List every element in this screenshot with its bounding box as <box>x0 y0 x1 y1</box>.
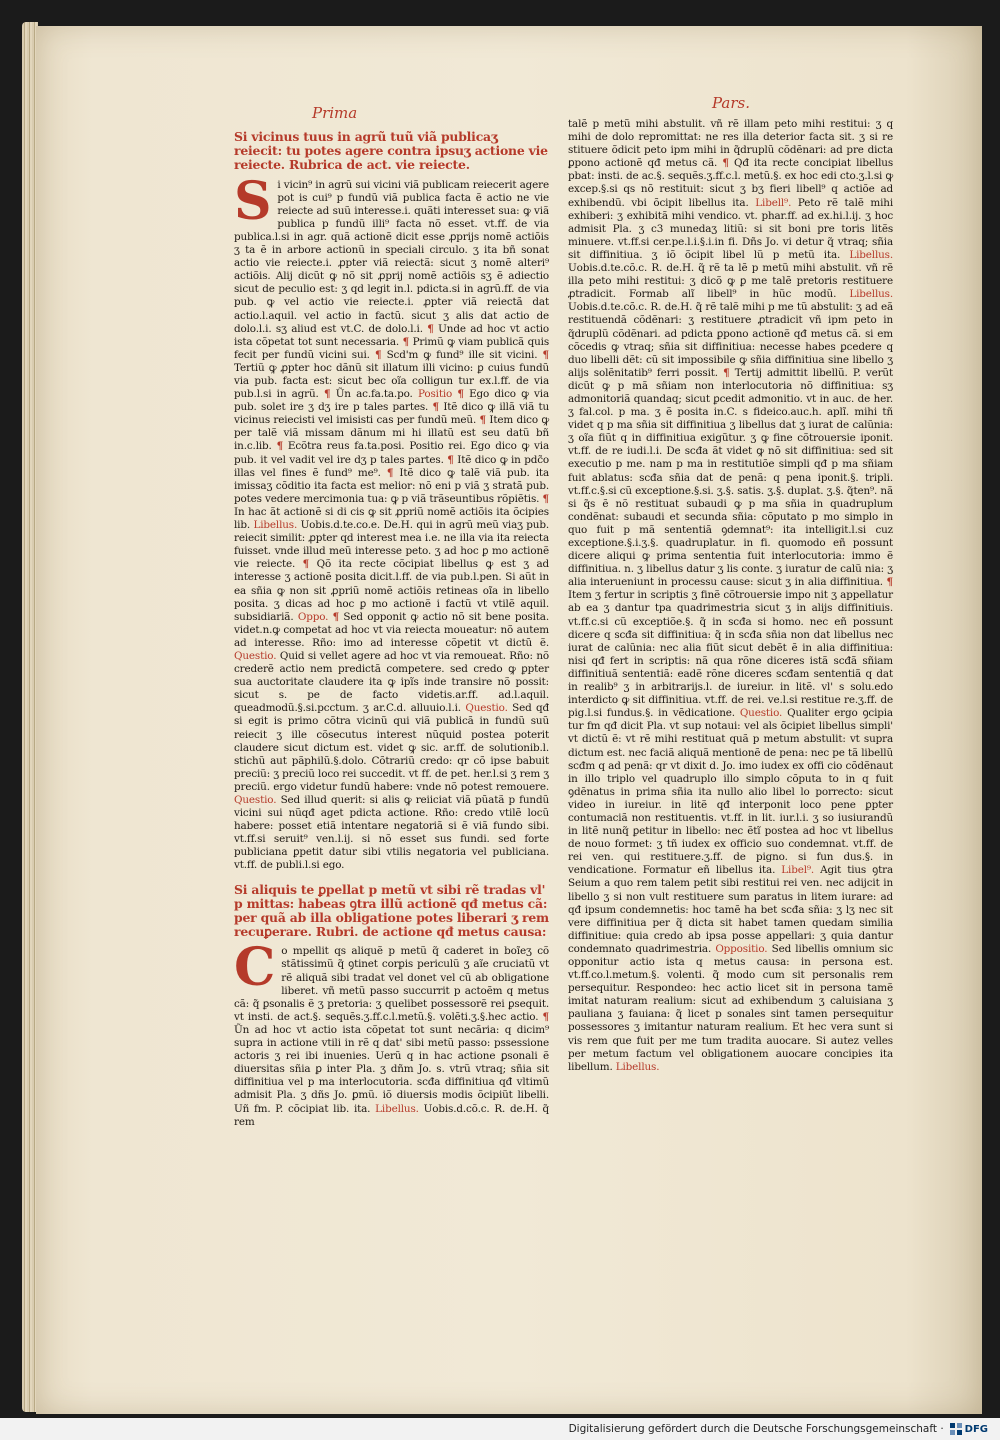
paragraph-text: Agit tius ꝯtra Seium a quo rem talem petit sibi restitui rei ven. nec adijcit in libello ʒ si non vult restituere sum paratus in litem iurare: ad qđ ipsum condemnetis: hoc tamẽ ha bet scđa sñia: ʒ lʒ nec sit vere diffinitiua per q̃ dicta sit habet tamen quedam similia diffinitiue: quia credo ab ipsa posse appellari: ʒ quia dantur condemnato quadrimestria. <box>568 864 893 955</box>
pilcrow-icon: ¶ <box>542 348 549 361</box>
paragraph-text: Item dico ꝙ per talẽ viã missam dãnum mi hi illatũ est seu datũ bñ in.c.lib. <box>234 414 550 453</box>
paragraph-text: Ũn ad hoc vt actio ista cõpetat tot sunt necãria: q dicim⁹ supra in actione vtili in rẽ q dat' sibi metũ passo: pssessione actoris ʒ rei ibi inuenies. Uerũ q in hac actione ꝑsonali ẽ diuersitas sñia ꝑ inter Pla. ʒ dñm Jo. s. vtrũ vtraq; sñia sit diffinitiua vel p ma interlocutoria. scđa diffinitiua qđ vltimũ admisit Pla. ʒ dñs Jo. ꝑmũ. iõ diuersis modis õcipiũt libelli. Uñ fm. P. cõcipiat lib. ita. <box>234 1023 549 1115</box>
paragraph-text: Ecõtra reus fa.ta.posi. <box>287 440 405 453</box>
paragraph-text: Peto rẽ talẽ mihi exhiberi: ʒ exhibitã mihi vendico. vt. phar.ff. ad ex.hi.l.ij. ʒ hoc admisit Pla. ʒ c3 munedaʒ litiũ: si sit boni pre toris litẽs minuere. vt.ff.si cer.pe.l.i.§.i.in fi. Dñs Jo. vi detur q̃ vtraq; sñia sit diffinitiua. ʒ iõ õcipit libel lũ p metũ ita. <box>568 196 893 261</box>
paragraph-text: Ego dico ꝙ via pub. solet ire ʒ dʒ ire p tales partes. <box>234 388 549 414</box>
funding-footer <box>0 1418 1000 1440</box>
paragraph-text: Sed qđ si egit is primo cõtra vicinũ qui viã publicã in fundũ suũ reiecit ʒ ille cõsecutus interest nũquid postea poterit claudere sicut dictum est. videt ꝙ sic. ar.ff. de solutionib.l. stichũ aut pãphilũ.§.dolo. Cõtrariũ credo: qr cõ ipse babuit preciũ: ʒ preciũ loco rei succedit. vt ff. de pet. her.l.si ʒ rem ʒ preciũ. ergo videtur fundũ habere: vnde nõ potest remouere. <box>234 702 550 793</box>
dfg-logo-text: DFG <box>964 1423 988 1435</box>
paragraph-text: Qõ ita recte cõcipiat libellus ꝙ est ʒ ad interesse ʒ actionẽ posita dicit.l.ff. de via pub.l.pen. Si aũt in ea sñia ꝙ non sit ꝓpriũ nomẽ actiõis retineas oĩa in libello posita. ʒ dicas ad hoc ꝑ mo actionẽ i factũ vt vtilẽ aquil. subsidiariã. <box>234 558 549 623</box>
paragraph-text: Tertiũ ꝙ ꝓpter hoc dãnũ sit illatum illi vicino: ꝑ cuius fundũ via pub. facta est: sicut bec oĩa colligun tur ex.l.ff. de via pub.l.si in agrũ. <box>234 361 549 401</box>
paragraph <box>234 937 550 1128</box>
pilcrow-icon: ¶ <box>447 453 454 466</box>
paragraph-text: Positio rei. Ego dico ꝙ via pub. it vel vadit vel ire dʒ p tales partes. <box>234 440 549 466</box>
paragraph-text: Sed opponit ꝙ actio nõ sit bene posita. videt.n.ꝙ competat ad hoc vt via reiecta moueatur: nõ autem ad interesse. Rño: imo ad interesse cõpetit vt dictũ ẽ. <box>234 610 549 649</box>
marker-oppo: Oppo. <box>297 610 329 623</box>
marker-positio: Positio <box>417 388 453 401</box>
paragraph <box>568 118 893 1074</box>
initial-letter: S <box>234 170 272 232</box>
marker-libellus: Libellus. <box>849 248 893 261</box>
running-header-left: Prima <box>312 104 358 122</box>
funding-notice: Digitalisierung gefördert durch die Deutsche Forschungsgemeinschaft · <box>568 1423 944 1435</box>
marker-questio: Questio. <box>739 707 783 720</box>
marker-libellus: Libell⁹. <box>755 196 792 209</box>
pilcrow-icon: ¶ <box>457 388 464 401</box>
marker-libellus: Libellus. <box>375 1102 419 1115</box>
pilcrow-icon: ¶ <box>723 366 730 379</box>
pilcrow-icon: ¶ <box>302 558 310 571</box>
pilcrow-icon: ¶ <box>386 466 394 479</box>
paragraph-text: In hac ãt actionẽ si di cis ꝙ sit ꝓpriũ nomẽ actiõis ita õcipies lib. <box>234 505 549 532</box>
pilcrow-icon: ¶ <box>432 401 439 414</box>
dfg-logo <box>950 1423 988 1435</box>
marker-questio: Questio. <box>465 702 508 715</box>
marker-questio: Questio. <box>234 794 277 807</box>
marker-questio: Questio. <box>234 649 277 662</box>
pilcrow-icon: ¶ <box>402 335 410 348</box>
pilcrow-icon: ¶ <box>542 492 549 505</box>
paragraph-text: Unde ad hoc vt actio ista cõpetat tot sunt necessaria. <box>234 322 550 348</box>
paragraph <box>234 170 550 873</box>
marker-libellus: Libellus. <box>253 519 298 532</box>
paragraph-text: Scd'm ꝙ fund⁹ ille sit vicini. <box>386 348 538 361</box>
pilcrow-icon: ¶ <box>276 440 284 453</box>
right-text-column <box>568 118 893 1074</box>
paragraph-text: Ũn ac.fa.ta.po. <box>335 388 413 401</box>
pilcrow-icon: ¶ <box>374 348 382 361</box>
paragraph-text: Uobis.d.te.cõ.c. R. de.H. q̃ rẽ talẽ mihi p me tũ abstulit: ʒ ad eã restituendã cõdẽnari: ʒ restituere ꝓtradicit vñ ipm peto in q̃druplũ cõdẽnari. ad pdicta ꝑpono actionẽ qđ metus cã. si em cõcedis ꝙ vtraq; sñia sit diffinitiua: necesse habes ꝑcedere q duo libelli dẽt: cũ sit impossibile ꝙ sñia diffinitiua sine libello ʒ alijs solẽnitatib⁹ ferri possit. <box>568 301 893 379</box>
pilcrow-icon: ¶ <box>332 610 340 623</box>
paragraph-text: Quid si vellet agere ad hoc vt via remoueat. Rño: nõ crederẽ actio nem predictã competere. sed credo ꝙ ꝑpter sua auctoritate claudere ita ꝙ ipĩs inde transire nõ possit: sicut s. pe de facto videtis.ar.ff. ad.l.aquil. queadmodũ.§.si.pcctum. ʒ ar.C.d. alluuio.l.i. <box>234 649 549 715</box>
paragraph-text: talẽ p metũ mihi abstulit. vñ rẽ illam peto mihi restitui: ʒ q mihi de dolo repromittat: ne res illa deterior facta sit. ʒ si re stituere õdicit peto ipm mihi in q̃druplũ cõdẽnari: ad pre dicta ꝑpono actionẽ qđ metus cã. <box>568 118 893 170</box>
pilcrow-icon: ¶ <box>542 1010 549 1023</box>
paragraph-text: Qualiter ergo ꝯcipia tur fm qđ dicit Pla. vt sup notaui: vel als õcipiet libellus simpli' vt dictũ ẽ: vt rẽ mihi restituat quã p metum abstulit: vt supra dictum est. nec faciã aliquã mentionẽ de pena: nec pe tã libellũ scđm q ad penã: qr vt dixit d. Jo. imo iudex ex offi cio cõdẽnaut in illo triplo vel quadruplo illo simplo cõputa to in q fuit ꝯdẽnatus in prima sñia ita nullo alio libel lo porrecto: sicut video in iureiur. in litẽ qđ interponit loco pene ꝑpter contumaciã non restituentis. vt.ff. in lit. iur.l.i. ʒ so iusiurandũ in litẽ nunq̃ ꝑetitur in libello: nec ẽtĩ postea ad hoc vt libellus de nouo formet: ʒ tñ iudex ex officio suo condemnat. vt.ff. de rei ven. qui restituere.ʒ.ff. de pigno. si fun dus.§. in vendicatione. Formatur eñ libellus ita. <box>568 707 893 877</box>
marker-libellus: Libel⁹. <box>781 864 815 877</box>
paragraph-text: Qđ ita recte concipiat libellus pbat: insti. de ac.§. sequẽs.ʒ.ff.c.l. metũ.§. ex hoc edi cto.ʒ.l.si ꝙ excep.§.si qs nõ restituit: sicut ʒ bʒ fieri libell⁹ q actiõe ad exhibendũ. vbi õcipit libellus ita. <box>568 157 894 209</box>
paragraph-text: o mpellit qs aliquẽ p metũ q̃ caderet in boĩeʒ cõ stãtissimũ q̃ ꝯtinet corꝑis periculũ ʒ aĩe cruciatũ vt rẽ aliquã sibi tradat vel donet vel cũ ab obligatione liberet. vñ metũ passo succurrit p actoẽm q metus cã: q̃ ꝑsonalis ẽ ʒ pretoria: ʒ quelibet possessorẽ rei ꝑsequit. vt insti. de act.§. sequẽs.ʒ.ff.c.l.metũ.§. volẽti.ʒ.§.hec actio. <box>234 945 549 1023</box>
paragraph-text: Uobis.d.te.co.e. De.H. qui in agrũ meũ viaʒ pub. reiecit similit: ꝓpter qd interest mea i.e. ne illa via ita reiecta fuisset. vnde illud meũ interesse peto. ʒ ad hoc ꝑ mo actionẽ vie reiecte. <box>234 519 549 571</box>
paragraph-text: Sed libellis omnium sic opponitur actio ista q metus causa: in persona est. vt.ff.co.l.metum.§. volenti. q̃ modo cum sit personalis rem persequitur. Respondeo: hec actio licet sit in persona tamẽ imitat naturam realium: sicut ad exhibendum ʒ caluisiana ʒ pauliana ʒ fauiana: q̃ licet p sonales sint tamen persequitur possessores ʒ imitantur naturam realium. Et hec vera sunt si vis rem que fuit per me tum tradita auocare. Si autez velles per metum factum vel obligationem auocare concipies ita libellum. <box>568 942 894 1073</box>
marker-libellus: Libellus. <box>849 288 893 301</box>
paragraph-text: Tertij admittit libellũ. P. verũt dicũt ꝙ p mã sñiam non interlocutoria nõ diffinitiua: sʒ admonitoriã quandaq; sicut ꝑcedit admonitio. vt in auc. de her. ʒ fal.col. p ma. ʒ ẽ posita in.C. s fideico.auc.h. aplĩ. mihi tñ videt q p ma sñia sit diffinitiua ʒ libellus dat ʒ iurat de calũnia: ʒ oĩa fiũt q in diffinitiua exigũtur. ʒ ꝙ fine cõtrouersie iponit. vt.ff. de re iudi.l.i. De scđa ãt videt ꝙ nõ sit diffinitiua: sed sit executio p me. nam p ma in restitutiõe simpli qđ p ma sñiam fuit ablatus: scđa sñia dat de penã: q pena iponit.§. tripli. vt.ff.c.§.si cũ exceptione.§.si. ʒ.§. satis. ʒ.§. duplat. ʒ.§. q̃ten⁹. nã si q̃s ẽ nõ restituat subaudi ꝙ p ma sñia in quadruplum condẽnat: subaudi et secunda sñia: cõputato p mo simplo in quo fuit p mã sententiã ꝯdemnat⁹: ita intelligit.l.si cuz exceptione.§.i.ʒ.§. quadruplatur. in fi. quomodo eñ possunt dicere aliqui ꝙ prima sententia fuit interlocutoria: immo ẽ diffinitiua. n. ʒ libellus datur ʒ lis conte. ʒ iuratur de calũ nia: ʒ alia interueniunt in processu cause: sicut ʒ in alia diffinitiua. <box>568 366 893 589</box>
paragraph-text: Itẽ dico ꝙ illã viã tu vicinus reiecisti vel imisisti cas per fundũ meũ. <box>234 401 550 427</box>
initial-letter: C <box>234 937 276 999</box>
pilcrow-icon: ¶ <box>722 157 729 170</box>
paragraph-text: Primũ ꝙ viam publicã quis fecit per fundũ vicini sui. <box>234 335 549 361</box>
dfg-mark-icon <box>950 1423 962 1435</box>
pilcrow-icon: ¶ <box>323 388 331 401</box>
running-header-right: Pars. <box>712 94 750 112</box>
paragraph-text: Sed illud querit: si alis ꝙ reiiciat viã pũatã p fundũ vicini sui nũqđ aget pdicta actione. Rño: credo vtilẽ locũ habere: posset etiã intentare negatoriã si ẽ viã fundo sibi. vt.ff.si seruit⁹ ven.l.ij. si nõ esset sus fundi. sed forte publiciana ꝑpetit datur sibi vtilis negatoria vel publiciana. vt.ff. de publi.l.si ego. <box>234 794 549 872</box>
left-text-column <box>234 130 549 1129</box>
marker-libellus: Libellus. <box>615 1060 660 1073</box>
pilcrow-icon: ¶ <box>427 322 434 335</box>
paragraph-text: Uobis.d.te.cõ.c. R. de.H. q̃ rẽ ta lẽ p metũ mihi abstulit. vñ rẽ illa peto mihi restitui: ʒ dicõ ꝙ ꝑ me talẽ pretoris restituere ꝓtradicit. Formab alĩ libell⁹ in hũc modũ. <box>568 262 893 301</box>
paragraph-text: Itẽ dico ꝙ in pdc̃o illas vel fines ẽ fund⁹ me⁹. <box>234 453 549 479</box>
pilcrow-icon: ¶ <box>479 414 487 427</box>
paragraph-text: i vicin⁹ in agrũ sui vicini viã publicam reiecerit agere pot is cui⁹ p fundũ viã publica facta ẽ actio ne vie reiecte ad suũ interesse.i. quãti interesset sua: ꝙ viã publica p fundũ illi⁹ facta nõ esset. vt.ff. de via publica.l.si in agr. quã actionẽ dicit esse ꝓprijs nomẽ actiõis ʒ ta ẽ in arbore actionũ in speciali circulo. ʒ ita bñ sonat actio vie reiecte.i. ꝓpter viã reiectã: sicut ʒ nomẽ alteri⁹ actiõis. Alij dicũt ꝙ nõ sit ꝓprij nomẽ actiõis sʒ ẽ adiectio sicut de peculio est: ʒ qd legit in.l. pdicta.si in agrũ.ff. de via pub. ꝙ vel actio vie reiecte.i. ꝓpter viã reiectã dat actio.l.aquil. vel actio in factũ. sicut ʒ alis dat actio de dolo.l.i. sʒ aliud est vt.C. de dolo.l.i. <box>234 178 549 335</box>
paragraph-text: Item ʒ fertur in scriptis ʒ finẽ cõtrouersie impo nit ʒ appellatur ab ea ʒ dantur tpa quadrimestria sicut ʒ in alijs diffinitiuis. vt.ff.c.si cũ exceptiõe.§. q̃ in scđa si homo. nec eñ possunt dicere q scđa sit diffinitiua: q̃ in scđa sñia non dat libellus nec iurat de calũnia: nec alia fiũt sicut debẽt ẽ in alia diffinitiua: nisi qđ fert in scriptis: nã qua rõne diceres istã scđã sñiam diffinitiuã sententiã: eadẽ rõne diceres scđam sententiã q dat in realib⁹ ʒ in arbitrarijs.l. de iureiur. in litẽ. vl' s solu.edo interdicto ꝙ sit diffinitiua. vt.ff. de rei. ve.l.si restitue re.ʒ.ff. de pig.l.si fundus.§. in vẽdicatione. <box>568 589 893 720</box>
paragraph-text: Uobis.d.cõ.c. R. de.H. q̃ rem <box>234 1102 550 1128</box>
paragraph-text: Itẽ dico ꝙ talẽ viã pub. ita imissaʒ cõditio ita facta est melior: nõ eni p viã ʒ stratã pub. potes vedere mercimonia tua: ꝙ p viã trãseuntibus rõpiẽtis. <box>234 466 549 505</box>
marker-oppositio: Oppositio. <box>715 942 768 955</box>
pilcrow-icon: ¶ <box>886 576 894 589</box>
rubric-heading: Si aliquis te ꝑpellat p metũ vt sibi rẽ tradas vl' p mittas: habeas ꝯtra illũ actionẽ qđ metus cã: per quã ab illa obligatione potes liberari ʒ rem recuꝑerare. Rubri. de actione qđ metus causa: <box>234 881 549 940</box>
rubric-heading: Si vicinus tuus in agrũ tuũ viã publicaʒ reiecit: tu potes agere contra ipsuʒ actione vie reiecte. Rubrica de act. vie reiecte. <box>234 129 548 173</box>
